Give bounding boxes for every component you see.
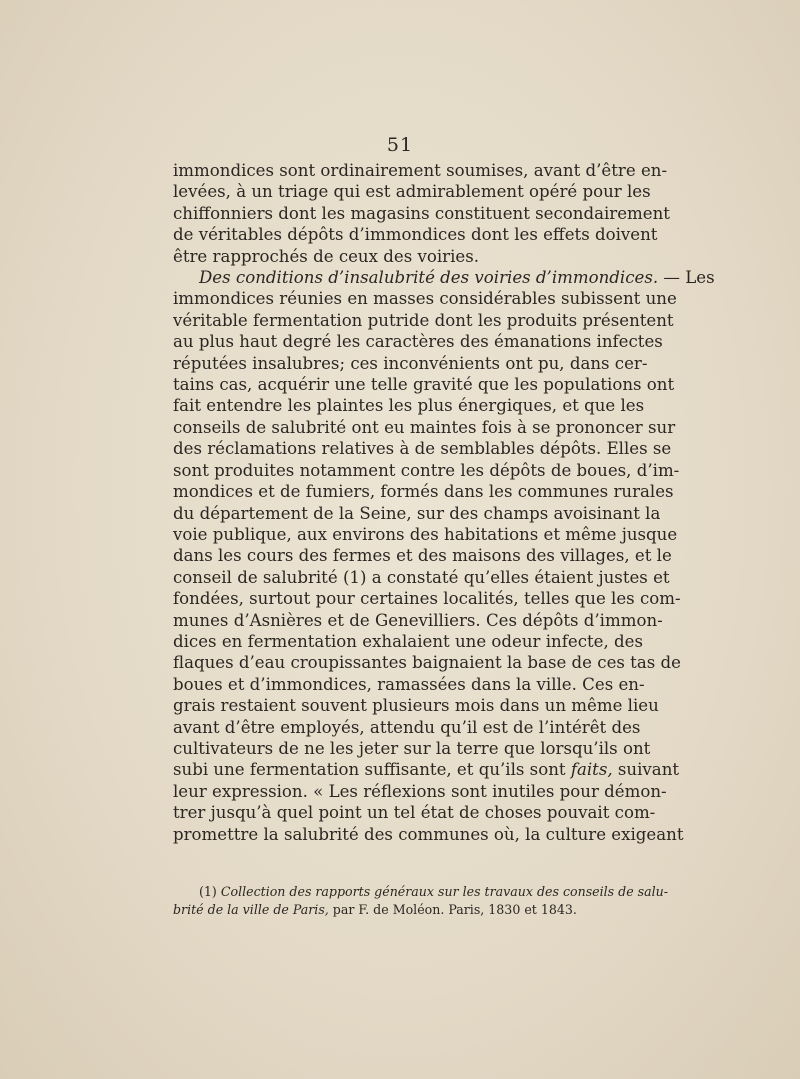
text-line-content: leur expression. « Les réflexions sont inutiles pour démon- xyxy=(173,781,667,801)
text-line xyxy=(173,310,674,331)
text-line-content: conseils de salubrité ont eu maintes fois à se prononcer sur xyxy=(173,417,676,437)
text-line-content: être rapprochés de ceux des voiries. xyxy=(173,246,480,266)
text-line xyxy=(173,717,641,738)
text-line xyxy=(173,695,659,716)
text-line-content: munes d’Asnières et de Genevilliers. Ces dépôts d’immon- xyxy=(173,610,663,630)
text-line-content: mondices et de fumiers, formés dans les communes rurales xyxy=(173,482,674,502)
text-line-content: des réclamations relatives à de semblables dépôts. Elles se xyxy=(173,439,672,459)
text-line-content: au plus haut degré les caractères des émanations infectes xyxy=(173,332,663,352)
text-line-content: dices en fermentation exhalaient une odeur infecte, des xyxy=(173,631,643,651)
text-line xyxy=(173,781,667,802)
text-line xyxy=(173,481,674,502)
text-line xyxy=(173,567,670,588)
text-line-content: sont produites notamment contre les dépôts de boues, d’im- xyxy=(173,460,680,480)
text-line-content: fondées, surtout pour certaines localités, telles que les com- xyxy=(173,589,681,609)
text-line xyxy=(173,610,663,631)
text-line-content: de véritables dépôts d’immondices dont les effets doivent xyxy=(173,225,658,245)
page-number: 51 xyxy=(386,134,414,156)
text-line-content: voie publique, aux environs des habitations et même jusque xyxy=(173,524,678,544)
text-line-content: grais restaient souvent plusieurs mois dans un même lieu xyxy=(173,696,659,716)
italic-word: faits, xyxy=(570,760,613,780)
text-line xyxy=(173,460,680,481)
text-line xyxy=(173,246,625,267)
text-line-tail: suivant xyxy=(612,760,680,780)
text-line-content: du département de la Seine, sur des champs avoisinant la xyxy=(173,503,661,523)
text-line-content: dans les cours des fermes et des maisons des villages, et le xyxy=(173,546,672,566)
text-line xyxy=(173,353,648,374)
text-line xyxy=(173,631,643,652)
text-line xyxy=(173,824,684,845)
text-line xyxy=(173,524,678,545)
footnote-title-part2: brité de la ville de Paris, xyxy=(173,902,329,917)
text-line xyxy=(173,288,677,309)
footnote-line xyxy=(173,901,625,919)
text-line xyxy=(173,588,681,609)
body-text xyxy=(173,160,715,845)
text-line-content: — Les xyxy=(658,268,715,288)
text-line-content: conseil de salubrité (1) a constaté qu’elles étaient justes et xyxy=(173,567,670,587)
text-line xyxy=(173,267,715,288)
text-line xyxy=(173,160,668,181)
text-line xyxy=(173,738,651,759)
text-line xyxy=(173,374,675,395)
text-line-content: trer jusqu’à quel point un tel état de choses pouvait com- xyxy=(173,803,656,823)
text-line xyxy=(173,331,663,352)
footnote-title-part1: Collection des rapports généraux sur les travaux des conseils de salu- xyxy=(220,884,669,899)
text-line xyxy=(173,417,676,438)
text-line xyxy=(173,181,651,202)
text-line xyxy=(173,652,681,673)
footnote-marker: (1) xyxy=(199,884,217,899)
text-line-content: tains cas, acquérir une telle gravité que les populations ont xyxy=(173,375,675,395)
text-line xyxy=(173,224,658,245)
text-line xyxy=(173,438,672,459)
text-line xyxy=(173,203,670,224)
text-line xyxy=(173,503,661,524)
text-line xyxy=(173,802,656,823)
text-line-content: fait entendre les plaintes les plus énergiques, et que les xyxy=(173,396,645,416)
text-line xyxy=(173,545,672,566)
text-line-content: avant d’être employés, attendu qu’il est de l’intérêt des xyxy=(173,717,641,737)
text-line-content: immondices réunies en masses considérables subissent une xyxy=(173,289,677,309)
text-line xyxy=(173,759,680,780)
footnote xyxy=(173,883,669,919)
text-line-content: véritable fermentation putride dont les produits présentent xyxy=(173,310,674,330)
footnote-line xyxy=(173,883,669,901)
text-line xyxy=(173,395,645,416)
text-line xyxy=(173,674,645,695)
text-line-content: boues et d’immondices, ramassées dans la ville. Ces en- xyxy=(173,674,645,694)
footnote-publication: par F. de Moléon. Paris, 1830 et 1843. xyxy=(328,902,577,917)
section-heading: Des conditions d’insalubrité des voiries d’immondices. xyxy=(199,268,659,288)
text-line-content: réputées insalubres; ces inconvénients ont pu, dans cer- xyxy=(173,353,648,373)
text-line-content: immondices sont ordinairement soumises, avant d’être en- xyxy=(173,161,668,180)
text-line-content: chiffonniers dont les magasins constituent secondairement xyxy=(173,203,670,223)
text-line-content: cultivateurs de ne les jeter sur la terre que lorsqu’ils ont xyxy=(173,738,651,758)
text-line-content: subi une fermentation suffisante, et qu’ils sont xyxy=(173,760,566,780)
text-line-content: promettre la salubrité des communes où, la culture exigeant xyxy=(173,824,684,844)
text-line-content: levées, à un triage qui est admirablement opéré pour les xyxy=(173,182,651,202)
text-line-content: flaques d’eau croupissantes baignaient la base de ces tas de xyxy=(173,653,681,673)
